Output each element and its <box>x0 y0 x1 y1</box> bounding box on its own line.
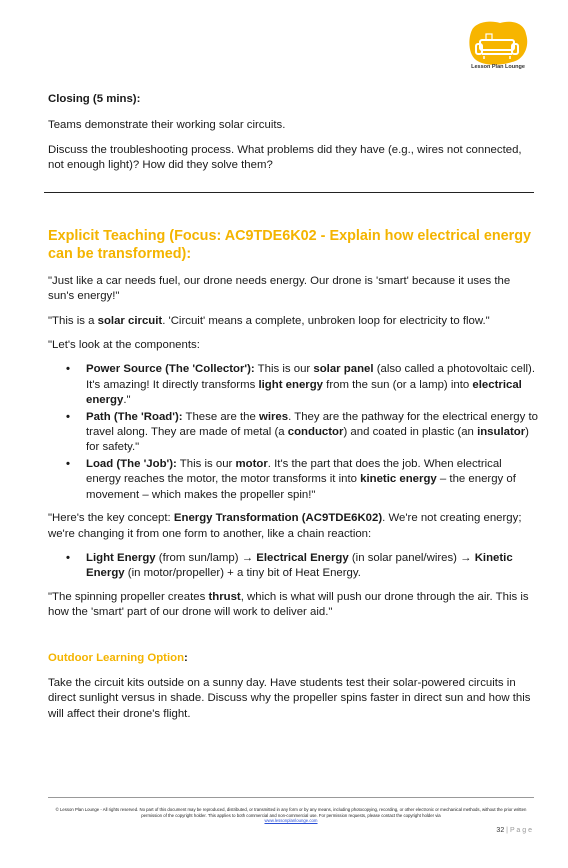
text-run: . We're not creating energy; we're changing it from one form to another, like a chain reaction: <box>48 512 522 540</box>
closing-paragraph-2: Discuss the troubleshooting process. What problems did they have (e.g., wires not connected, not enough light)? How did they solve them? <box>48 143 522 172</box>
text-run: from the sun (or a lamp) into <box>323 378 473 391</box>
bold-term-thrust: thrust <box>208 590 241 603</box>
bullet-icon: • <box>66 410 70 423</box>
text-run: . It's the part that does the job. When electrical energy reaches the motor, the motor transforms it into <box>86 457 502 486</box>
bold-term: Kinetic Energy <box>86 551 513 580</box>
explicit-teaching-title: Explicit Teaching (Focus: AC9TDE6K02 - Explain how electrical energy can be transformed): <box>48 227 532 263</box>
text-run: (in motor/propeller) + a tiny bit of Heat Energy. <box>124 567 361 580</box>
text-run: . 'Circuit' means a complete, unbroken loop for electricity to flow." <box>162 314 490 327</box>
text-run: "The spinning propeller creates <box>48 590 209 603</box>
closing-paragraph-1: Teams demonstrate their working solar circuits. <box>48 119 286 132</box>
bold-term: Path (The 'Road'): <box>86 410 183 423</box>
bold-term: Load (The 'Job'): <box>86 457 177 470</box>
text-run: (from sun/lamp) → <box>155 551 257 564</box>
bold-term: light energy <box>258 378 324 391</box>
energy-chain-list <box>48 551 538 582</box>
text-run: . They are the pathway for the electrical energy to travel along. They are made of metal (a <box>86 410 538 439</box>
bullet-icon: • <box>66 363 70 376</box>
bold-term-energy-transformation: Energy Transformation (AC9TDE6K02) <box>173 512 383 525</box>
list-item <box>48 362 538 408</box>
footer-divider <box>48 797 534 798</box>
explicit-paragraph-1: "Just like a car needs fuel, our drone needs energy. Our drone is 'smart' because it uses the sun's energy!" <box>48 274 511 303</box>
text-run: "This is a <box>48 314 98 327</box>
text-run: ." <box>123 394 131 407</box>
components-list <box>48 362 538 503</box>
text-run: This is our <box>176 457 236 470</box>
main-content <box>48 92 538 731</box>
page-number-value: 32 <box>496 827 505 834</box>
copyright-footer <box>48 807 534 824</box>
bold-term: kinetic energy <box>360 473 437 486</box>
bold-term: conductor <box>287 426 344 439</box>
copyright-text: © Lesson Plan Lounge - All rights reserved. No part of this document may be reproduced, distributed, or transmitted in any form or by any means, including photocopying, recording, or other electronic or mechanical methods, without the prior written permission of the copyright holder. This applies to both commercial and non-commercial use. For permission requests, please contact the copyright holder via <box>55 807 527 818</box>
text-run: These are the <box>182 410 259 423</box>
list-item <box>48 457 538 503</box>
website-link[interactable]: www.lessonplanlounge.com <box>264 818 318 824</box>
text-run: (in solar panel/wires) → <box>348 551 475 564</box>
text-run: "Here's the key concept: <box>48 512 174 525</box>
closing-heading: Closing (5 mins): <box>48 93 141 105</box>
bold-term: Electrical Energy <box>256 551 349 564</box>
bold-term: Light Energy <box>86 551 156 564</box>
explicit-paragraph-4 <box>48 511 538 542</box>
explicit-paragraph-5 <box>48 590 538 621</box>
bold-term: Power Source (The 'Collector'): <box>86 363 255 376</box>
outdoor-learning-title <box>48 651 538 666</box>
explicit-paragraph-3: "Let's look at the components: <box>48 339 200 352</box>
page-word: P a g e <box>509 827 532 834</box>
bold-term: insulator <box>477 426 526 439</box>
bold-term: wires <box>258 410 289 423</box>
text-run: (also called a photovoltaic cell). It's amazing! It directly transforms <box>86 363 535 391</box>
bold-term: solar panel <box>313 363 374 376</box>
page-separator: | <box>504 827 510 834</box>
text-run: This is our <box>254 363 314 376</box>
page-number <box>440 827 532 834</box>
bold-term-solar-circuit: solar circuit <box>97 314 163 327</box>
text-run: ) and coated in plastic (an <box>343 426 478 439</box>
text-run: , which is what will push our drone through the air. This is how the 'smart' part of our drone will work to deliver aid." <box>48 590 529 619</box>
bold-term: motor <box>235 457 268 470</box>
list-item <box>48 410 538 456</box>
explicit-paragraph-2 <box>48 314 538 329</box>
list-item <box>48 551 538 582</box>
text-run: – the energy of movement – which makes the propeller spin!" <box>86 473 516 501</box>
bullet-icon: • <box>66 551 70 564</box>
outdoor-title-colon: : <box>184 651 188 664</box>
section-divider <box>44 192 534 193</box>
outdoor-title-text: Outdoor Learning Option <box>48 651 185 664</box>
text-run: ) for safety." <box>86 426 529 454</box>
logo-caption: Lesson Plan Lounge <box>471 64 525 70</box>
bold-term: electrical energy <box>86 378 522 407</box>
outdoor-paragraph: Take the circuit kits outside on a sunny day. Have students test their solar-powered circuits in direct sunlight versus in shade. Discuss why the propeller spins faster in direct sun and how this will affect their drone's flight. <box>48 676 531 720</box>
bullet-icon: • <box>66 457 70 470</box>
